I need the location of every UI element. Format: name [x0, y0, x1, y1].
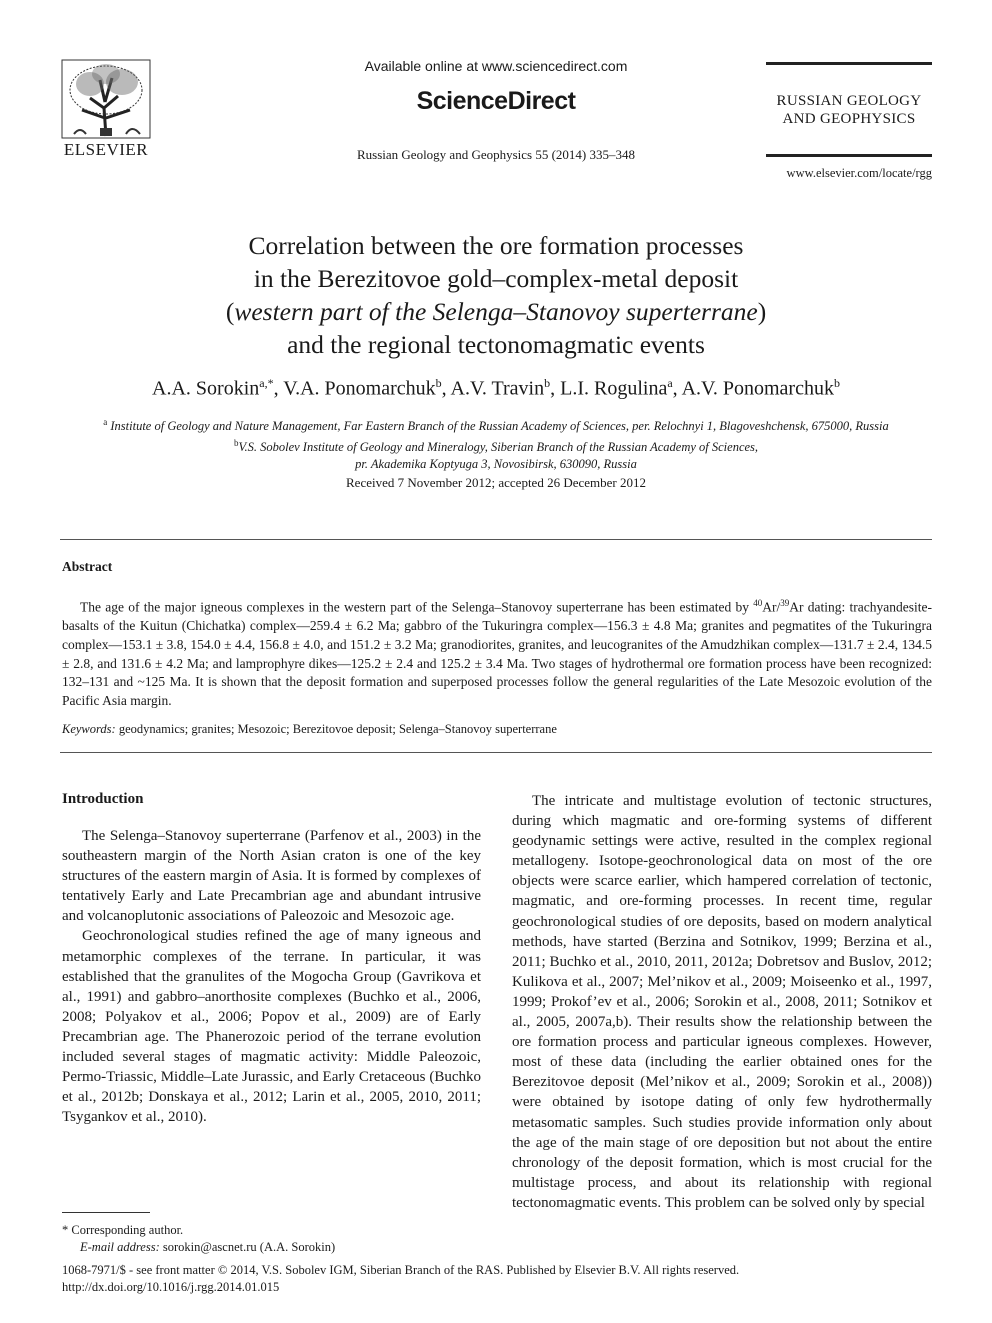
author-affil-mark: b	[833, 376, 840, 390]
publisher-logo-text: ELSEVIER	[63, 140, 149, 159]
abstract-ar: Ar/	[762, 599, 781, 615]
affiliations	[60, 414, 932, 473]
footnote-mark: *	[62, 1223, 69, 1237]
copyright-block	[62, 1262, 932, 1296]
issn-copyright-line: 1068-7971/$ - see front matter © 2014, V.S. Sobolev IGM, Siberian Branch of the RAS. Published by Elsevier B.V. All rights reserved.	[62, 1263, 740, 1277]
isotope-sup-39: 39	[780, 598, 790, 608]
affiliation-b	[60, 435, 932, 456]
title-line1: Correlation between the ore formation processes	[248, 231, 744, 260]
keywords-text: geodynamics; granites; Mesozoic; Berezitovoe deposit; Selenga–Stanovoy superterrane	[115, 722, 557, 736]
author-sep: ,	[273, 377, 284, 400]
sciencedirect-logo: ScienceDirect	[416, 87, 576, 115]
author-sep: ,	[672, 377, 682, 400]
title-italic-part: western part of the Selenga–Stanovoy superterrane	[234, 297, 758, 326]
author-name[interactable]: V.A. Ponomarchuk	[283, 377, 436, 400]
journal-title	[766, 92, 932, 128]
doi-link[interactable]: http://dx.doi.org/10.1016/j.rgg.2014.01.015	[62, 1280, 280, 1294]
journal-title-line1: RUSSIAN GEOLOGY	[776, 93, 922, 109]
corresponding-author-note	[62, 1222, 482, 1239]
title-paren-open: (	[225, 297, 235, 326]
corresponding-text: Corresponding author.	[68, 1223, 184, 1237]
author-name[interactable]: A.V. Ponomarchuk	[681, 377, 834, 400]
author-name[interactable]: L.I. Rogulina	[560, 377, 668, 400]
title-line3	[60, 295, 932, 328]
intro-paragraph-2: Geochronological studies refined the age of many igneous and metamorphic complexes of the terrane. In particular, it was established that the granulites of the Mogocha Group (Gavrikova et al., 1991) and gabbro–anorthosite complexes (Buchko et al., 2006, 2008; Polyakov et al., 2006; Popov et al., 2009) are of Early Precambrian age. The Phanerozoic period of the terrane evolution included several stages of magmatic activity: Middle Paleozoic, Permo-Triassic, Middle–Late Jurassic, and Early Cretaceous (Buchko et al., 2012b; Donskaya et al., 2012; Larin et al., 2005, 2010, 2011; Tsygankov et al., 2010).	[62, 928, 481, 1126]
abstract-text	[62, 594, 932, 711]
footnote	[62, 1222, 482, 1256]
abstract-part2: Ar dating: trachyandesite-basalts of the Kuitun (Chichatka) complex—259.4 ± 6.2 Ma; gabbro of the Tukuringra complex—156.3 ± 4.8 Ma; granites and pegmatites of the Tukuringra complex—153.1 ± 3.8, 154.0 ± 4.4, 156.8 ± 4.0, and 151.2 ± 3.2 Ma; granodiorites, granites, and leucogranites of the Amudzhikan complex—131.7 ± 2.4, 134.5 ± 2.8, and 131.6 ± 4.2 Ma; and lamprophyre dikes—125.2 ± 2.4 and 125.2 ± 3.4 Ma. Two stages of hydrothermal ore formation process have been recognized: 132–131 and ~125 Ma. It is shown that the deposit formation and superposed processes follow the general regularities of the Late Mesozoic evolution of the Pacific Asia margin.	[62, 599, 932, 709]
author-list	[60, 376, 932, 401]
isotope-sup-40: 40	[753, 598, 763, 608]
author-affil-mark: b	[544, 376, 551, 390]
abstract-part1: The age of the major igneous complexes in the western part of the Selenga–Stanovoy superterrane has been estimated by	[80, 599, 754, 615]
journal-reference: Russian Geology and Geophysics 55 (2014) 335–348	[356, 147, 636, 162]
title-paren-close: )	[757, 297, 767, 326]
author-name[interactable]: A.A. Sorokin	[152, 377, 260, 400]
affiliation-b-line2: pr. Akademika Koptyuga 3, Novosibirsk, 630090, Russia	[355, 457, 637, 472]
journal-title-top-rule	[766, 62, 932, 65]
left-column	[62, 826, 481, 1127]
intro-paragraph-1: The Selenga–Stanovoy superterrane (Parfenov et al., 2003) in the southeastern margin of the North Asian craton is one of the key structures of the eastern margin of Asia. It is formed by complexes of tentatively Early and Late Precambrian age and abundant intrusive and volcanoplutonic associations of Paleozoic and Mesozoic age.	[62, 828, 481, 925]
author-sep: ,	[550, 377, 561, 400]
email-line	[62, 1239, 482, 1256]
affil-mark-a: a	[103, 417, 108, 427]
abstract-top-rule	[60, 539, 932, 540]
available-online-text[interactable]: Available online at www.sciencedirect.com	[364, 58, 628, 74]
author-affil-mark: b	[435, 376, 442, 390]
journal-url-link[interactable]: www.elsevier.com/locate/rgg	[786, 166, 932, 180]
journal-title-bottom-rule	[766, 154, 932, 157]
abstract-heading: Abstract	[62, 559, 113, 574]
affil-mark-b: b	[233, 438, 239, 449]
email-label: E-mail address:	[80, 1240, 160, 1254]
right-column	[512, 791, 932, 1213]
author-affil-mark: a,*	[259, 376, 274, 390]
author-name[interactable]: A.V. Travin	[450, 377, 545, 400]
email-link[interactable]: sorokin@ascnet.ru (A.A. Sorokin)	[159, 1240, 336, 1254]
affiliation-a-text: Institute of Geology and Nature Management, Far Eastern Branch of the Russian Academy of Sciences, per. Relochnyi 1, Blagoveshchensk, 675000, Russia	[110, 419, 889, 434]
introduction-heading: Introduction	[62, 791, 144, 807]
keywords	[62, 722, 932, 737]
received-dates: Received 7 November 2012; accepted 26 December 2012	[346, 475, 646, 490]
affiliation-a	[60, 414, 932, 435]
abstract-bottom-rule	[60, 752, 932, 753]
title-line4: and the regional tectonomagmatic events	[287, 330, 705, 359]
author-sep: ,	[441, 377, 451, 400]
keywords-label: Keywords:	[62, 722, 116, 736]
journal-title-line2: AND GEOPHYSICS	[782, 111, 916, 127]
intro-paragraph-3: The intricate and multistage evolution of tectonic structures, during which magmatic and ore-forming systems of different geodynamic settings were active, resulted in the complex regional metallogeny. Isotope-geochronological data on most of the ore objects were scarce earlier, which hampered correlation of tectonic, magmatic, and ore-forming processes. In recent time, regular geochronological studies of ore deposits, based on modern analytical methods, have started (Berzina and Sotnikov, 1999; Berzina et al., 2011; Buchko et al., 2010, 2011, 2012a; Dobretsov and Buslov, 2012; Kulikova et al., 2007; Mel’nikov et al., 2009; Moiseenko et al., 1997, 1999; Prokof’ev et al., 2006; Sorokin et al., 2008, 2011; Sotnikov et al., 2005, 2007a,b). Their results show the relationship between the ore formation process and particular igneous complexes. However, most of these data (including the earlier obtained ones for the Berezitovoe deposit (Mel’nikov et al., 2009; Sorokin et al., 2008)) were obtained by isotope dating of only few hydrothermally metasomatic samples. Such studies provide information only about the age of the main stage of ore deposition but not about the entire chronology of the deposit formation, which is most crucial for the multistage process, and about its relationship with regional tectonomagmatic events. This problem can be solved only by special	[512, 793, 932, 1211]
footnote-rule	[62, 1212, 150, 1213]
article-title	[60, 229, 932, 361]
author-affil-mark: a	[667, 376, 673, 390]
title-line2: in the Berezitovoe gold–complex-metal deposit	[253, 264, 739, 293]
affiliation-b-text1: V.S. Sobolev Institute of Geology and Mineralogy, Siberian Branch of the Russian Academy of Sciences,	[238, 440, 759, 455]
